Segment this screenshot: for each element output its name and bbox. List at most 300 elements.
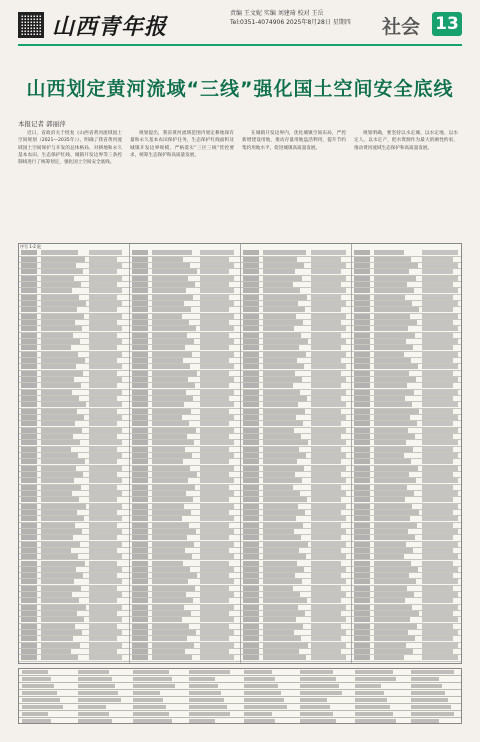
table-cell: [41, 485, 81, 490]
table-cell: [89, 510, 117, 515]
table-cell: [374, 605, 412, 610]
table-cell: [374, 440, 406, 445]
table-cell: [263, 472, 295, 477]
table-row: [352, 655, 462, 661]
table-cell: [200, 440, 234, 445]
table-cell: [89, 377, 122, 382]
table-cell: [263, 592, 300, 597]
notice-table: [18, 243, 462, 664]
table-cell: [22, 691, 57, 695]
table-cell: [263, 326, 294, 331]
table-cell: [374, 617, 410, 622]
table-cell: [152, 649, 185, 654]
table-cell: [422, 263, 458, 268]
table-cell: [422, 390, 458, 395]
table-cell: [243, 630, 259, 635]
table-cell: [41, 371, 83, 376]
table-cell: [374, 497, 405, 502]
table-cell: [152, 320, 189, 325]
table-cell: [200, 535, 229, 540]
table-cell: [21, 649, 37, 654]
table-cell: [152, 586, 195, 591]
table-cell: [354, 377, 370, 382]
table-cell: [41, 301, 86, 306]
table-cell: [189, 684, 218, 688]
table-cell: [152, 579, 188, 584]
table-cell: [41, 421, 75, 426]
table-cell: [133, 691, 160, 695]
table-cell: [374, 504, 412, 509]
table-cell: [263, 529, 294, 534]
table-cell: [132, 320, 148, 325]
table-cell: [422, 630, 458, 635]
table-cell: [200, 257, 229, 262]
table-cell: [374, 263, 418, 268]
table-cell: [354, 257, 370, 262]
table-cell: [374, 466, 418, 471]
table-cell: [243, 320, 259, 325]
table-cell: [132, 561, 148, 566]
table-cell: [21, 529, 37, 534]
table-cell: [355, 719, 396, 723]
table-cell: [21, 636, 37, 641]
table-cell: [21, 421, 37, 426]
table-cell: [132, 383, 148, 388]
table-cell: [132, 548, 148, 553]
table-cell: [243, 491, 259, 496]
table-cell: [41, 561, 85, 566]
table-cell: [374, 529, 408, 534]
table-cell: [152, 523, 189, 528]
table-cell: [200, 542, 234, 547]
table-cell: [374, 561, 411, 566]
table-cell: [21, 523, 37, 528]
table-cell: [41, 535, 73, 540]
table-cell: [263, 295, 307, 300]
table-cell: [354, 396, 370, 401]
table-cell: [263, 345, 299, 350]
table-cell: [422, 364, 458, 369]
table-cell: [354, 611, 370, 616]
table-cell: [132, 352, 148, 357]
table-cell: [354, 649, 370, 654]
table-cell: [422, 440, 458, 445]
table-cell: [263, 649, 299, 654]
table-cell: [21, 326, 37, 331]
table-cell: [374, 485, 407, 490]
table-cell: [243, 447, 259, 452]
table-cell: [422, 257, 453, 262]
table-cell: [311, 491, 346, 496]
table-cell: [243, 364, 259, 369]
table-cell: [41, 402, 86, 407]
table-cell: [132, 523, 148, 528]
table-cell: [354, 453, 370, 458]
table-cell: [374, 383, 407, 388]
table-cell: [311, 567, 346, 572]
table-cell: [263, 504, 298, 509]
table-cell: [243, 617, 259, 622]
table-cell: [152, 396, 193, 401]
table-cell: [311, 333, 341, 338]
table-cell: [21, 573, 37, 578]
table-cell: [89, 402, 122, 407]
table-cell: [354, 598, 370, 603]
table-cell: [189, 670, 230, 674]
table-cell: [311, 529, 346, 534]
table-cell: [422, 548, 453, 553]
table-cell: [354, 402, 370, 407]
table-cell: [422, 586, 453, 591]
table-cell: [78, 677, 112, 681]
table-cell: [89, 643, 122, 648]
table-cell: [263, 605, 298, 610]
table-cell: [354, 415, 370, 420]
table-cell: [263, 282, 293, 287]
table-cell: [152, 453, 192, 458]
table-cell: [422, 396, 453, 401]
table-cell: [422, 339, 458, 344]
table-cell: [263, 491, 300, 496]
table-cell: [422, 598, 453, 603]
table-cell: [422, 491, 458, 496]
table-cell: [263, 567, 304, 572]
table-cell: [21, 345, 37, 350]
table-cell: [374, 352, 404, 357]
table-cell: [152, 314, 182, 319]
table-cell: [89, 636, 117, 641]
table-cell: [21, 617, 37, 622]
table-cell: [41, 345, 71, 350]
table-cell: [374, 250, 404, 255]
table-cell: [243, 269, 259, 274]
table-cell: [22, 698, 60, 702]
table-cell: [374, 567, 418, 572]
table-cell: [89, 535, 117, 540]
table-cell: [132, 377, 148, 382]
table-cell: [300, 691, 342, 695]
table-cell: [200, 345, 229, 350]
table-cell: [89, 320, 117, 325]
table-cell: [311, 611, 341, 616]
table-cell: [41, 491, 72, 496]
table-cell: [22, 684, 54, 688]
table-cell: [243, 371, 259, 376]
table-cell: [200, 358, 229, 363]
table-cell: [41, 649, 71, 654]
table-cell: [152, 295, 193, 300]
table-cell: [89, 598, 117, 603]
table-cell: [89, 257, 117, 262]
table-cell: [422, 542, 458, 547]
table-cell: [152, 390, 186, 395]
table-cell: [41, 415, 84, 420]
table-cell: [354, 288, 370, 293]
table-cell: [354, 592, 370, 597]
table-cell: [132, 636, 148, 641]
table-cell: [41, 383, 81, 388]
table-cell: [200, 573, 229, 578]
table-cell: [21, 415, 37, 420]
table-cell: [200, 282, 229, 287]
table-cell: [354, 409, 370, 414]
table-cell: [354, 320, 370, 325]
table-cell: [132, 510, 148, 515]
table-cell: [374, 326, 408, 331]
table-cell: [200, 276, 234, 281]
table-cell: [354, 263, 370, 268]
table-cell: [200, 396, 229, 401]
table-cell: [89, 333, 117, 338]
table-cell: [354, 466, 370, 471]
table-cell: [189, 691, 221, 695]
table-cell: [200, 383, 229, 388]
table-cell: [41, 466, 76, 471]
table-cell: [133, 684, 175, 688]
table-cell: [21, 655, 37, 660]
table-cell: [243, 485, 259, 490]
table-cell: [311, 396, 341, 401]
table-cell: [89, 282, 117, 287]
table-cell: [311, 548, 341, 553]
table-cell: [411, 705, 451, 709]
table-cell: [132, 497, 148, 502]
table-cell: [243, 643, 259, 648]
table-cell: [132, 459, 148, 464]
table-cell: [311, 478, 346, 483]
table-cell: [243, 415, 259, 420]
table-cell: [374, 459, 411, 464]
table-cell: [374, 655, 404, 660]
table-cell: [374, 548, 413, 553]
table-cell: [21, 402, 37, 407]
table-cell: [311, 554, 346, 559]
table-cell: [200, 339, 234, 344]
table-cell: [263, 269, 295, 274]
table-cell: [200, 579, 234, 584]
table-cell: [152, 491, 186, 496]
table-cell: [41, 358, 85, 363]
table-cell: [200, 611, 229, 616]
table-cell: [311, 415, 346, 420]
table-cell: [311, 561, 341, 566]
table-cell: [243, 263, 259, 268]
table-cell: [152, 643, 194, 648]
table-cell: [354, 636, 370, 641]
table-cell: [311, 504, 346, 509]
table-cell: [311, 345, 341, 350]
table-cell: [200, 377, 234, 382]
table-cell: [89, 301, 122, 306]
table-cell: [89, 263, 122, 268]
table-cell: [152, 415, 182, 420]
table-cell: [132, 269, 148, 274]
table-cell: [374, 358, 411, 363]
table-cell: [89, 364, 122, 369]
table-cell: [152, 358, 183, 363]
table-cell: [374, 611, 419, 616]
table-cell: [132, 440, 148, 445]
table-cell: [422, 561, 453, 566]
table-cell: [243, 396, 259, 401]
table-cell: [354, 624, 370, 629]
table-cell: [132, 466, 148, 471]
table-cell: [243, 377, 259, 382]
bottom-notice-table: [18, 668, 462, 724]
table-cell: [411, 698, 448, 702]
table-cell: [41, 250, 78, 255]
table-cell: [133, 712, 169, 716]
table-cell: [89, 586, 117, 591]
table-cell: [311, 617, 346, 622]
table-cell: [152, 504, 184, 509]
table-cell: [200, 288, 234, 293]
table-cell: [152, 485, 195, 490]
table-cell: [243, 352, 259, 357]
table-cell: [132, 516, 148, 521]
table-row: [19, 690, 461, 697]
table-cell: [152, 636, 187, 641]
table-cell: [411, 677, 439, 681]
table-cell: [354, 345, 370, 350]
table-cell: [152, 573, 197, 578]
table-cell: [152, 561, 183, 566]
table-cell: [89, 592, 122, 597]
table-cell: [22, 670, 48, 674]
table-cell: [311, 320, 341, 325]
table-cell: [132, 624, 148, 629]
table-cell: [133, 719, 172, 723]
table-cell: [311, 440, 346, 445]
table-cell: [133, 670, 169, 674]
table-cell: [263, 358, 297, 363]
table-cell: [132, 535, 148, 540]
table-cell: [41, 529, 82, 534]
table-cell: [263, 307, 305, 312]
table-cell: [374, 649, 413, 654]
table-cell: [132, 573, 148, 578]
table-cell: [89, 573, 117, 578]
table-cell: [374, 301, 412, 306]
table-cell: [422, 250, 458, 255]
table-cell: [354, 371, 370, 376]
table-cell: [311, 573, 341, 578]
table-cell: [311, 655, 346, 660]
table-cell: [200, 510, 229, 515]
table-cell: [354, 358, 370, 363]
table-cell: [374, 390, 414, 395]
table-row: [19, 655, 129, 661]
table-cell: [243, 428, 259, 433]
table-cell: [152, 598, 193, 603]
table-cell: [311, 605, 346, 610]
table-cell: [200, 529, 234, 534]
table-cell: [422, 459, 453, 464]
table-cell: [41, 269, 83, 274]
table-cell: [374, 453, 404, 458]
table-cell: [263, 459, 297, 464]
table-cell: [41, 282, 81, 287]
table-cell: [263, 333, 301, 338]
table-cell: [89, 459, 117, 464]
table-cell: [132, 345, 148, 350]
table-cell: [243, 276, 259, 281]
table-cell: [244, 677, 275, 681]
table-cell: [300, 705, 330, 709]
table-cell: [132, 434, 148, 439]
table-cell: [21, 257, 37, 262]
table-cell: [89, 453, 122, 458]
table-cell: [89, 383, 117, 388]
table-cell: [422, 579, 458, 584]
table-cell: [374, 345, 413, 350]
table-row: [19, 711, 461, 718]
table-cell: [41, 428, 82, 433]
table-cell: [200, 250, 234, 255]
table-cell: [354, 655, 370, 660]
table-cell: [89, 624, 117, 629]
table-cell: [152, 307, 191, 312]
table-header: 序号 1-2 批: [20, 244, 42, 249]
table-cell: [152, 276, 188, 281]
table-cell: [41, 333, 73, 338]
table-cell: [422, 434, 453, 439]
table-cell: [311, 434, 341, 439]
headline: 山西划定黄河流域“三线”强化国土空间安全底线: [26, 78, 454, 100]
table-cell: [200, 636, 229, 641]
table-cell: [152, 472, 197, 477]
table-cell: [243, 459, 259, 464]
table-cell: [422, 624, 453, 629]
table-cell: [132, 643, 148, 648]
table-cell: [243, 333, 259, 338]
table-cell: [263, 320, 303, 325]
table-cell: [200, 447, 229, 452]
table-cell: [374, 402, 412, 407]
table-cell: [422, 371, 453, 376]
table-cell: [200, 390, 234, 395]
table-cell: [422, 643, 458, 648]
table-cell: [152, 282, 195, 287]
table-cell: [374, 579, 416, 584]
table-cell: [354, 617, 370, 622]
table-cell: [89, 523, 117, 528]
table-cell: [243, 466, 259, 471]
table-cell: [89, 554, 122, 559]
table-cell: [374, 288, 414, 293]
table-row: [19, 697, 461, 704]
table-cell: [41, 453, 78, 458]
table-cell: [422, 523, 453, 528]
table-cell: [152, 611, 191, 616]
table-cell: [21, 459, 37, 464]
table-cell: [152, 466, 190, 471]
table-cell: [152, 554, 192, 559]
table-cell: [311, 358, 341, 363]
table-cell: [263, 257, 297, 262]
table-cell: [41, 472, 83, 477]
table-cell: [41, 320, 75, 325]
table-cell: [21, 333, 37, 338]
table-cell: [422, 497, 453, 502]
table-cell: [243, 345, 259, 350]
table-cell: [200, 415, 234, 420]
table-cell: [21, 263, 37, 268]
table-cell: [243, 510, 259, 515]
article-paragraph: 在城镇开发边界内，优化城镇空间布局，严控新增建设用地，推动存量用地盘活利用，提升节约集约用地水平，促进城镇高质量发展。: [242, 131, 346, 151]
table-cell: [263, 447, 299, 452]
table-cell: [21, 466, 37, 471]
